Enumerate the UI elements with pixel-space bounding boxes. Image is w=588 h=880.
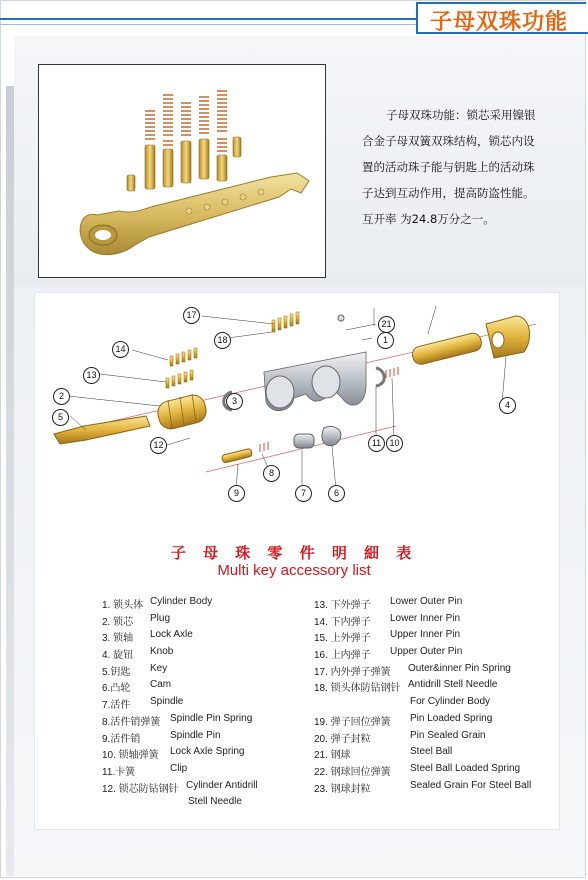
list-item: 23. 钢球封粒 Sealed Grain For Steel Ball — [314, 779, 532, 795]
list-item: 14. 下内弹子 Lower Inner Pin — [314, 612, 461, 628]
list-item: 4. 旋钮 Knob — [102, 646, 174, 662]
accessory-list-right — [314, 596, 564, 796]
list-item: 1. 锁头体 Cylinder Body — [102, 596, 213, 611]
feature-description — [362, 102, 584, 232]
description-line: 子母双珠功能：锁芯采用镍银 — [386, 108, 536, 122]
list-item: 16. 上内弹子 Upper Outer Pin — [314, 646, 463, 662]
callout-9: 9 — [228, 485, 245, 502]
callout-11: 11 — [368, 435, 385, 452]
key-with-pins-illustration — [39, 65, 325, 277]
callout-3: 3 — [226, 393, 243, 410]
page-title: 子母双珠功能 — [430, 10, 569, 35]
callout-14: 14 — [112, 341, 129, 358]
callout-1: 1 — [377, 332, 394, 349]
callout-6: 6 — [328, 485, 345, 502]
list-item: 21. 钢球 Steel Ball — [314, 746, 453, 762]
list-item: 15. 上外弹子 Upper Inner Pin — [314, 629, 461, 645]
list-item: 22. 钢球回位弹簧 Steel Ball Loaded Spring — [314, 762, 521, 778]
list-item: 2. 锁芯 Plug — [102, 612, 171, 628]
callout-18: 18 — [214, 332, 231, 349]
callout-2: 2 — [53, 388, 70, 405]
list-item: 3. 锁轴 Lock Axle — [102, 629, 193, 645]
callout-17: 17 — [183, 307, 200, 324]
list-item: 12. 锁芯防钻钢针 Cylinder Antidrill — [102, 779, 258, 795]
accessory-list-title-cn: 子 母 珠 零 件 明 細 表 — [170, 544, 418, 562]
callout-21: 21 — [378, 316, 395, 333]
callout-8: 8 — [263, 465, 280, 482]
callout-5: 5 — [52, 409, 69, 426]
list-item: For Cylinder Body — [410, 696, 491, 708]
list-item: 8.活件销弹簧 Spindle Pin Spring — [102, 712, 253, 728]
description-line: 互开率 为24.8万分之一。 — [362, 212, 495, 226]
description-line: 子达到互动作用，提高防盗性能。 — [362, 186, 535, 200]
callout-10: 10 — [386, 435, 403, 452]
key-illustration-box — [38, 64, 326, 278]
callout-12: 12 — [150, 437, 167, 454]
list-item: 20. 弹子封粒 Pin Sealed Grain — [314, 729, 486, 745]
list-item: Stell Needle — [188, 796, 242, 808]
list-item: 6.凸轮 Cam — [102, 679, 172, 695]
description-line: 合金子母双簧双珠结构，锁芯内设 — [362, 134, 535, 148]
accessory-list-left — [102, 596, 312, 813]
callout-13: 13 — [83, 367, 100, 384]
list-item: 7.活件 Spindle — [102, 696, 184, 712]
list-item: 5.钥匙 Key — [102, 662, 168, 678]
description-line: 置的活动珠子能与钥匙上的活动珠 — [362, 160, 535, 174]
list-item: 18. 锁头体防钻钢针 Antidrill Stell Needle — [314, 679, 498, 695]
accessory-list-title-en: Multi key accessory list — [217, 562, 371, 579]
list-item: 17. 内外弹子弹簧 Outer&inner Pin Spring — [314, 662, 511, 678]
list-item: 9.活件销 Spindle Pin — [102, 729, 221, 745]
list-item: 13. 下外弹子 Lower Outer Pin — [314, 596, 463, 611]
header-rule — [0, 18, 420, 20]
header-rule-thin — [0, 24, 420, 25]
list-item: 19. 弹子回位弹簧 Pin Loaded Spring — [314, 712, 493, 728]
callout-4: 4 — [499, 397, 516, 414]
list-item: 10. 锁轴弹簧 Lock Axle Spring — [102, 746, 245, 762]
callout-7: 7 — [295, 485, 312, 502]
list-item: 11.卡簧 Clip — [102, 762, 188, 778]
